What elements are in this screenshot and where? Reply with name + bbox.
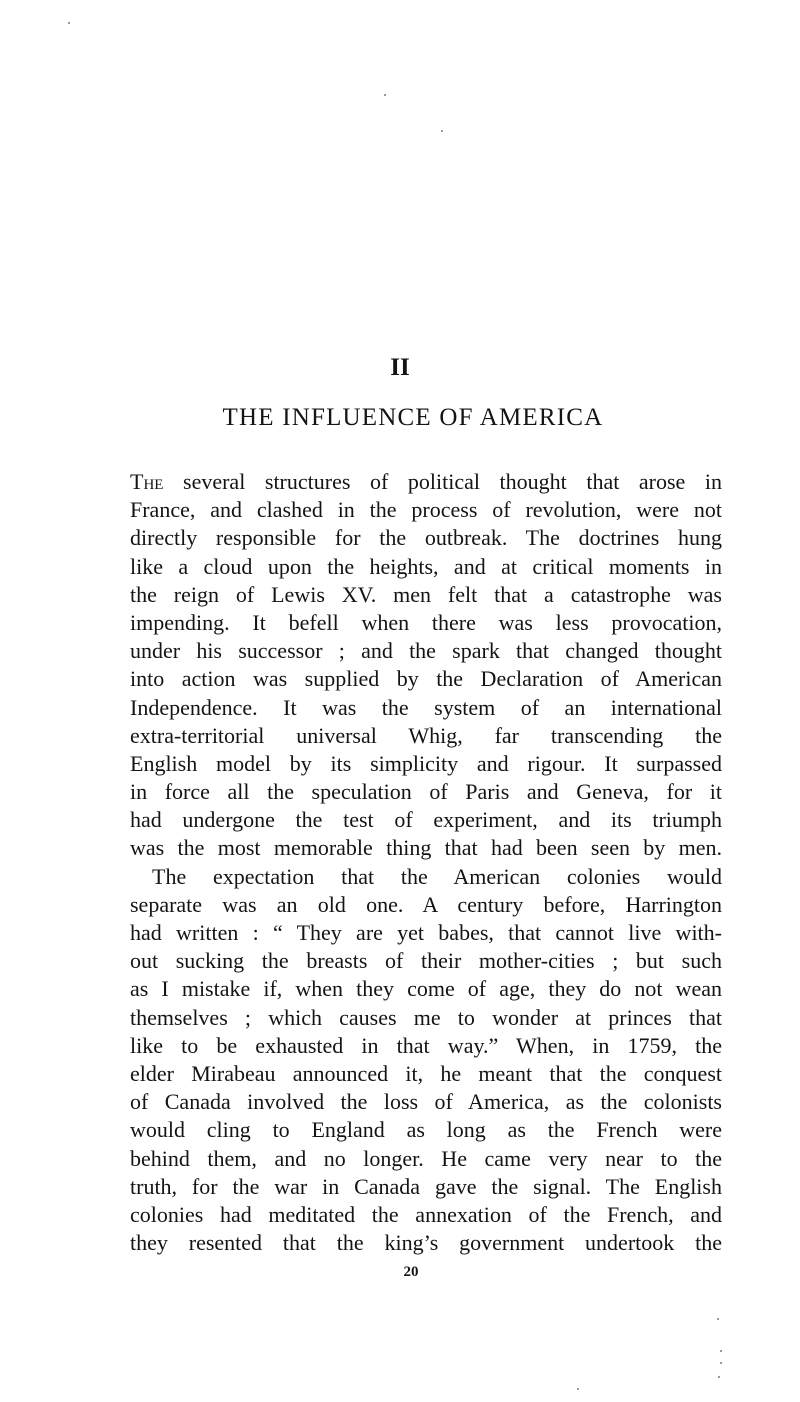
text-line (130, 1032, 722, 1060)
line-text: several structures of political thought that arose in (163, 469, 722, 494)
text-line (130, 468, 722, 496)
scan-speck (720, 1362, 722, 1364)
scan-speck (717, 1318, 719, 1320)
text-line (130, 806, 722, 834)
text-line (130, 947, 722, 975)
text-line (130, 891, 722, 919)
line-text: they resented that the king’s government undertook the (130, 1230, 722, 1256)
drop-word: The (130, 469, 164, 494)
line-text: out sucking the breasts of their mother-cities ; but such (130, 948, 722, 974)
text-line (130, 778, 722, 806)
scan-speck (720, 1350, 722, 1352)
line-text: under his successor ; and the spark that changed thought (130, 638, 722, 664)
line-text: English model by its simplicity and rigour. It surpassed (130, 750, 722, 776)
line-text: the reign of Lewis XV. men felt that a catastrophe was (130, 581, 722, 607)
text-line (130, 1004, 722, 1032)
text-line (130, 1173, 722, 1201)
text-line (130, 609, 722, 637)
scan-speck (68, 22, 70, 24)
line-text: truth, for the war in Canada gave the signal. The English (130, 1173, 722, 1199)
line-text: would cling to England as long as the French were (130, 1117, 722, 1143)
line-text: elder Mirabeau announced it, he meant that the conquest (130, 1060, 722, 1086)
scan-speck (384, 94, 386, 96)
body-text (130, 468, 722, 1257)
text-line (130, 665, 722, 693)
line-text: Independence. It was the system of an international (130, 694, 722, 720)
line-text: separate was an old one. A century before, Harrington (130, 891, 722, 917)
line-text: into action was supplied by the Declaration of American (130, 666, 722, 692)
text-line (130, 1060, 722, 1088)
line-text: The expectation that the American colonies would (152, 863, 722, 889)
text-line (130, 863, 722, 891)
text-line (130, 553, 722, 581)
line-text: in force all the speculation of Paris and Geneva, for it (130, 779, 722, 805)
scan-speck (441, 130, 443, 132)
line-text: of Canada involved the loss of America, as the colonists (130, 1089, 722, 1115)
line-text: had written : “ They are yet babes, that cannot live with- (130, 920, 722, 945)
line-text: themselves ; which causes me to wonder at princes that (130, 1004, 722, 1030)
text-line (130, 722, 722, 750)
line-text: behind them, and no longer. He came very near to the (130, 1145, 722, 1171)
text-line (130, 1088, 722, 1116)
line-text: like to be exhausted in that way.” When, in 1759, the (130, 1032, 722, 1058)
text-line (130, 524, 722, 552)
text-line (130, 1145, 722, 1173)
line-text: colonies had meditated the annexation of the French, and (130, 1201, 722, 1227)
text-line (130, 1229, 722, 1257)
chapter-number: II (390, 354, 410, 381)
line-text: was the most memorable thing that had been seen by men. (130, 835, 722, 861)
text-line (130, 694, 722, 722)
text-line (130, 750, 722, 778)
text-line (130, 637, 722, 665)
text-line (130, 834, 722, 862)
text-line (130, 581, 722, 609)
chapter-title: THE INFLUENCE OF AMERICA (222, 404, 604, 431)
scan-speck (577, 1388, 579, 1390)
text-line (130, 975, 722, 1003)
line-text: like a cloud upon the heights, and at critical moments in (130, 553, 722, 579)
scan-speck (718, 1376, 720, 1378)
text-line (130, 1201, 722, 1229)
line-text: France, and clashed in the process of revolution, were not (130, 497, 722, 523)
page-number: 20 (403, 1264, 419, 1280)
line-text: directly responsible for the outbreak. The doctrines hung (130, 525, 722, 551)
text-line (130, 496, 722, 524)
line-text: impending. It befell when there was less provocation, (130, 609, 722, 635)
text-line (130, 919, 722, 947)
line-text: had undergone the test of experiment, and its triumph (130, 807, 722, 833)
text-line (130, 1116, 722, 1144)
line-text: as I mistake if, when they come of age, they do not wean (130, 976, 722, 1002)
line-text: extra-territorial universal Whig, far transcending the (130, 722, 722, 748)
